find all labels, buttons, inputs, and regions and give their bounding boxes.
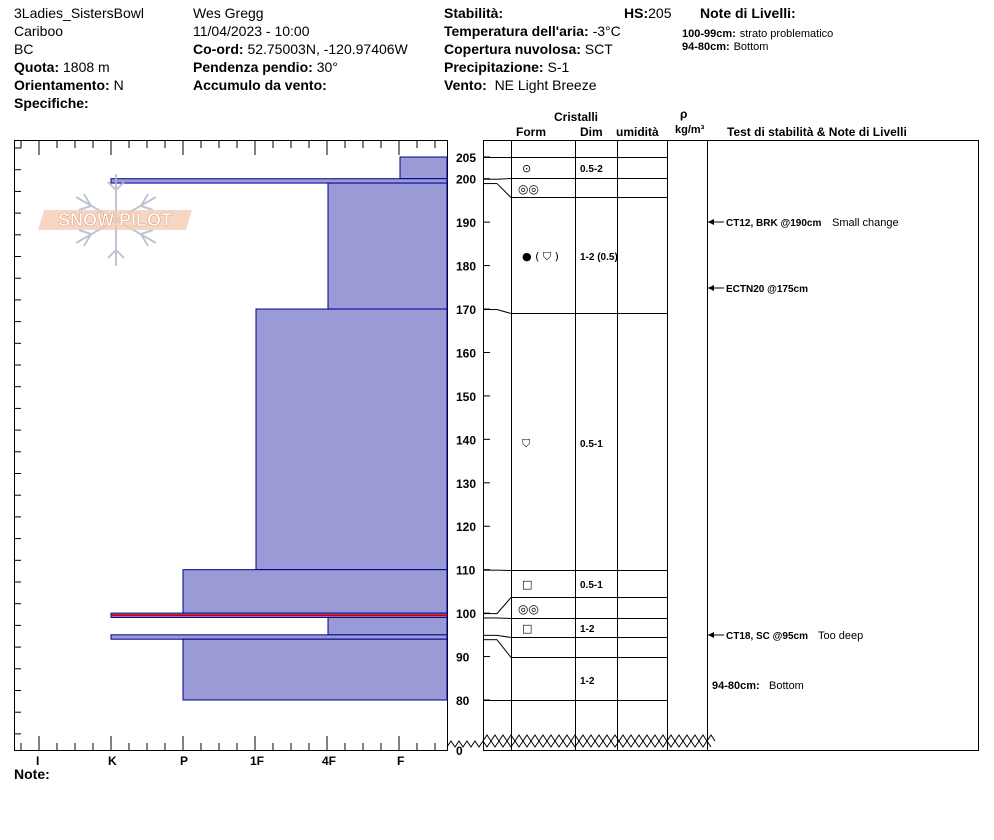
crystal-size-label: 0.5-1 <box>580 439 603 450</box>
tests-header: Test di stabilità & Note di Livelli <box>727 125 907 139</box>
depth-tick-label: 190 <box>456 216 477 231</box>
tests-frame <box>708 141 979 751</box>
depth-link-line <box>497 598 511 614</box>
hardness-axis-label: 1F <box>250 754 265 768</box>
crystal-form-symbol: □ <box>522 622 533 635</box>
depth-tick-label: 170 <box>456 303 477 318</box>
wind-label: Vento: <box>444 77 487 93</box>
snowpilot-wordmark: SNOW PILOT <box>58 210 172 230</box>
precip-value: S-1 <box>547 59 570 75</box>
stability-test-result: ECTN20 @175cm <box>726 284 809 295</box>
hardness-axis-label: 4F <box>322 754 337 768</box>
axis-break-zigzag <box>447 741 711 747</box>
air-temp-label: Temperatura dell'aria: <box>444 23 589 39</box>
elevation-value: 1808 m <box>63 59 110 75</box>
hardness-axis-label: P <box>180 754 189 768</box>
aspect-value: N <box>113 77 124 93</box>
test-arrow-head <box>708 285 714 291</box>
slope-label: Pendenza pendio: <box>193 59 313 75</box>
layer-comment-range: 94-80cm: <box>712 680 760 692</box>
depth-tick-label: 80 <box>456 694 470 708</box>
form-header: Form <box>516 125 546 139</box>
elevation-label: Quota: <box>14 59 60 75</box>
depth-link-line <box>497 310 511 314</box>
layer-note: 94-80cm: Bottom <box>682 41 769 53</box>
layer-comment-text: Bottom <box>769 680 804 692</box>
crystal-size-label: 1-2 (0.5) <box>580 252 618 263</box>
depth-tick-label: 120 <box>456 520 477 535</box>
coords-label: Co-ord: <box>193 41 244 57</box>
sky-value: SCT <box>584 41 613 57</box>
depth-tick-label: 205 <box>456 151 477 165</box>
crystal-size-label: 1-2 <box>580 676 595 687</box>
precip-label: Precipitazione: <box>444 59 544 75</box>
region: Cariboo <box>14 23 64 39</box>
density-unit-header: kg/m³ <box>675 124 705 136</box>
hardness-layer-bar <box>183 639 447 700</box>
depth-link-line <box>497 179 511 180</box>
crystal-form-symbol: ⊙ <box>522 162 532 175</box>
wind-value: NE Light Breeze <box>494 77 597 93</box>
datetime: 11/04/2023 - 10:00 <box>193 23 310 39</box>
hardness-layer-bar <box>328 617 447 634</box>
sky-label: Copertura nuvolosa: <box>444 41 581 57</box>
depth-tick-label: 180 <box>456 259 477 274</box>
depth-link-line <box>497 640 511 658</box>
aspect-label: Orientamento: <box>14 77 110 93</box>
test-arrow-head <box>708 632 714 638</box>
hardness-layer-bar <box>400 157 447 179</box>
depth-tick-label: 90 <box>456 650 470 665</box>
crust-symbol: ◎◎ <box>518 182 539 196</box>
hardness-axis-label: K <box>108 754 117 768</box>
crystal-size-label: 0.5-2 <box>580 164 603 175</box>
crystal-form-symbol: □ <box>522 578 533 591</box>
moisture-header: umidità <box>616 125 659 139</box>
hardness-layer-bar <box>328 183 447 309</box>
depth-tick-label: 110 <box>456 563 476 578</box>
depth-tick-label: 150 <box>456 389 477 404</box>
crystal-size-label: 0.5-1 <box>580 580 603 591</box>
air-temp-value: -3°C <box>592 23 621 39</box>
wind-loading-label: Accumulo da vento: <box>193 77 327 93</box>
hardness-axis-label: I <box>36 754 40 768</box>
depth-tick-label: 140 <box>456 433 477 448</box>
stability-label: Stabilità: <box>444 5 504 21</box>
depth-link-line <box>497 635 511 637</box>
hardness-layer-bar <box>111 635 447 639</box>
rho-header: ρ <box>680 107 688 121</box>
hs-value: 205 <box>648 5 672 21</box>
crystal-form-symbol: ● ( ⛉ ) <box>522 250 559 263</box>
hs-label: HS: <box>624 5 649 21</box>
coords-value: 52.75003N, -120.97406W <box>247 41 408 57</box>
hardness-layer-bar <box>183 570 447 613</box>
depth-tick-label: 200 <box>456 172 477 187</box>
layer-note: 100-99cm: strato problematico <box>682 28 834 40</box>
stability-test-note: Too deep <box>818 630 864 642</box>
site-name: 3Ladies_SistersBowl <box>14 5 144 21</box>
stability-test-result: CT12, BRK @190cm <box>726 218 822 229</box>
observer: Wes Gregg <box>193 5 264 21</box>
crust-symbol: ◎◎ <box>518 602 539 616</box>
depth-tick-label: 160 <box>456 346 477 361</box>
crystal-form-symbol: ⛉ <box>522 437 531 450</box>
depth-tick-label: 100 <box>456 607 477 622</box>
depth-tick-label: 0 <box>456 744 463 758</box>
axis-break-zigzag <box>483 735 715 741</box>
snowpilot-logo <box>36 172 196 272</box>
crystal-size-label: 1-2 <box>580 624 595 635</box>
crystals-header: Cristalli <box>554 110 599 124</box>
layer-notes-title: Note di Livelli: <box>700 5 796 21</box>
test-arrow-head <box>708 219 714 225</box>
depth-link-line <box>497 618 511 619</box>
depth-link-line <box>497 184 511 198</box>
stability-test-note: Small change <box>832 217 899 229</box>
hardness-layer-bar <box>256 309 447 570</box>
stability-test-result: CT18, SC @95cm <box>726 631 809 642</box>
province: BC <box>14 41 34 57</box>
depth-tick-label: 130 <box>456 476 477 491</box>
size-header: Dim <box>580 125 603 139</box>
slope-value: 30° <box>316 59 338 75</box>
hardness-axis-label: F <box>397 754 405 768</box>
specifics-label: Specifiche: <box>14 95 89 111</box>
notes-label: Note: <box>14 766 50 782</box>
